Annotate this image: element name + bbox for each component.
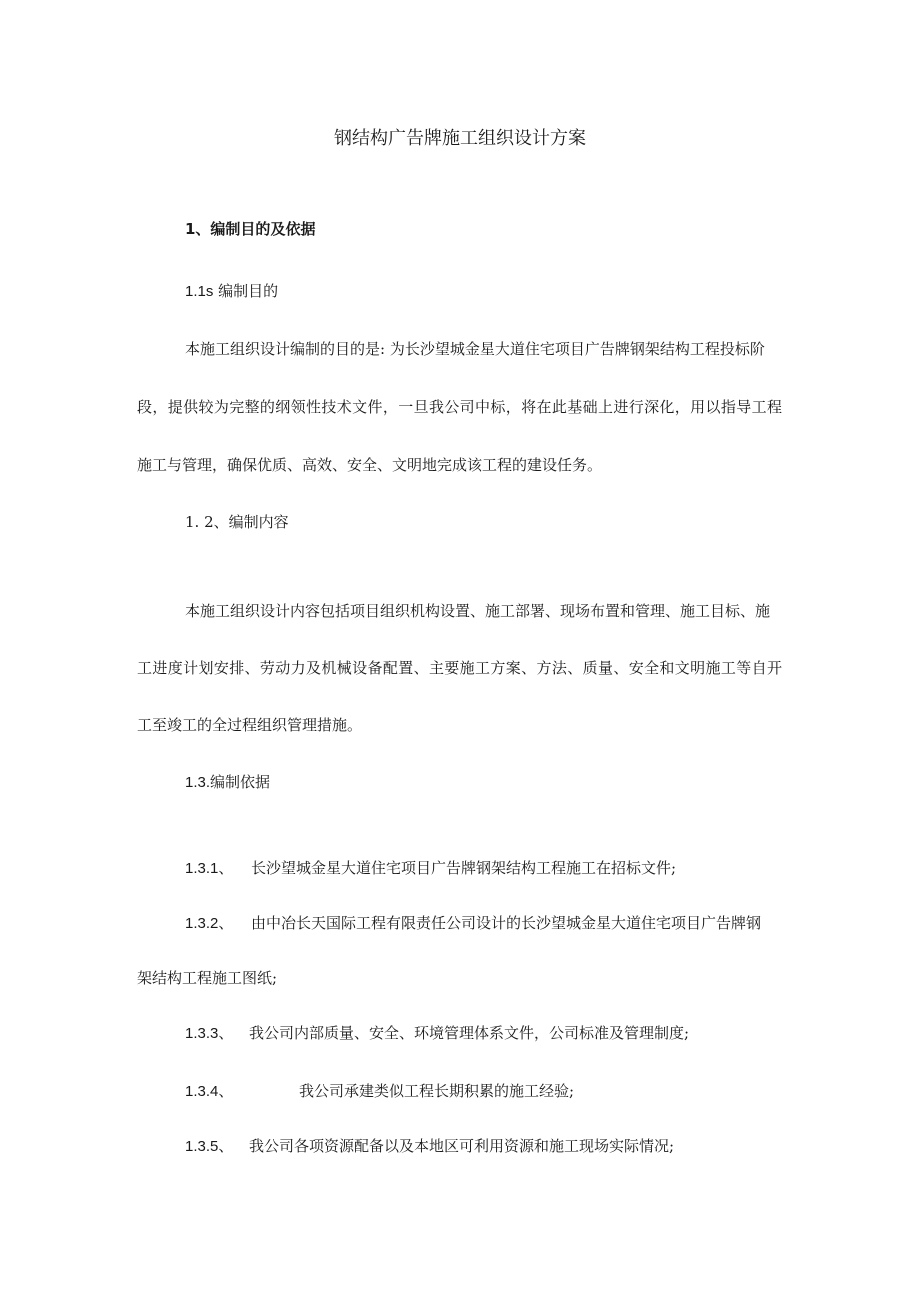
subsection-title: 编制目的 bbox=[218, 282, 279, 300]
paragraph-line: 施工与管理，确保优质、高效、安全、文明地完成该工程的建设任务。 bbox=[137, 456, 603, 474]
paragraph-purpose-line-3 bbox=[137, 454, 782, 474]
paragraph-purpose-line-2 bbox=[137, 396, 782, 416]
subsection-heading-1-1 bbox=[185, 280, 278, 301]
reference-number: 1.3.5、 bbox=[185, 1138, 234, 1155]
subsection-number: 1.1s bbox=[185, 283, 214, 300]
paragraph-content-line-3 bbox=[137, 714, 782, 734]
reference-item bbox=[185, 1080, 233, 1101]
subsection-heading-1-2: 1. 2、编制内容 bbox=[185, 513, 289, 531]
paragraph-purpose bbox=[137, 338, 782, 358]
paragraph-content-line-2 bbox=[137, 657, 782, 677]
reference-item bbox=[185, 857, 233, 878]
reference-number: 1.3.3、 bbox=[185, 1025, 234, 1042]
reference-text: 我公司内部质量、安全、环境管理体系文件，公司标准及管理制度; bbox=[249, 1024, 690, 1042]
paragraph-content bbox=[137, 600, 782, 620]
document-title: 钢结构广告牌施工组织设计方案 bbox=[334, 128, 586, 149]
paragraph-line: 本施工组织设计编制的目的是: 为长沙望城金星大道住宅项目广告牌钢架结构工程投标阶 bbox=[185, 340, 765, 358]
reference-item bbox=[185, 1135, 233, 1156]
reference-text: 我公司各项资源配备以及本地区可利用资源和施工现场实际情况; bbox=[249, 1137, 675, 1155]
reference-number: 1.3.4、 bbox=[185, 1083, 234, 1100]
section-heading-1: 1、编制目的及依据 bbox=[185, 220, 316, 238]
paragraph-line: 工至竣工的全过程组织管理措施。 bbox=[137, 716, 363, 734]
paragraph-line: 段，提供较为完整的纲领性技术文件，一旦我公司中标，将在此基础上进行深化，用以指导工程 bbox=[137, 398, 782, 416]
reference-text: 由中冶长天国际工程有限责任公司设计的长沙望城金星大道住宅项目广告牌钢 bbox=[251, 914, 762, 932]
reference-number: 1.3.2、 bbox=[185, 915, 234, 932]
reference-item bbox=[185, 1022, 233, 1043]
reference-item bbox=[185, 912, 233, 933]
reference-text-continued: 架结构工程施工图纸; bbox=[137, 969, 278, 987]
reference-text: 长沙望城金星大道住宅项目广告牌钢架结构工程施工在招标文件; bbox=[251, 859, 677, 877]
paragraph-line: 本施工组织设计内容包括项目组织机构设置、施工部署、现场布置和管理、施工目标、施 bbox=[185, 602, 771, 620]
subsection-heading-1-3: 1.3.编制依据 bbox=[185, 774, 271, 791]
reference-number: 1.3.1、 bbox=[185, 860, 234, 877]
paragraph-line: 工进度计划安排、劳动力及机械设备配置、主要施工方案、方法、质量、安全和文明施工等自开 bbox=[137, 659, 782, 677]
reference-text: 我公司承建类似工程长期积累的施工经验; bbox=[299, 1082, 575, 1100]
